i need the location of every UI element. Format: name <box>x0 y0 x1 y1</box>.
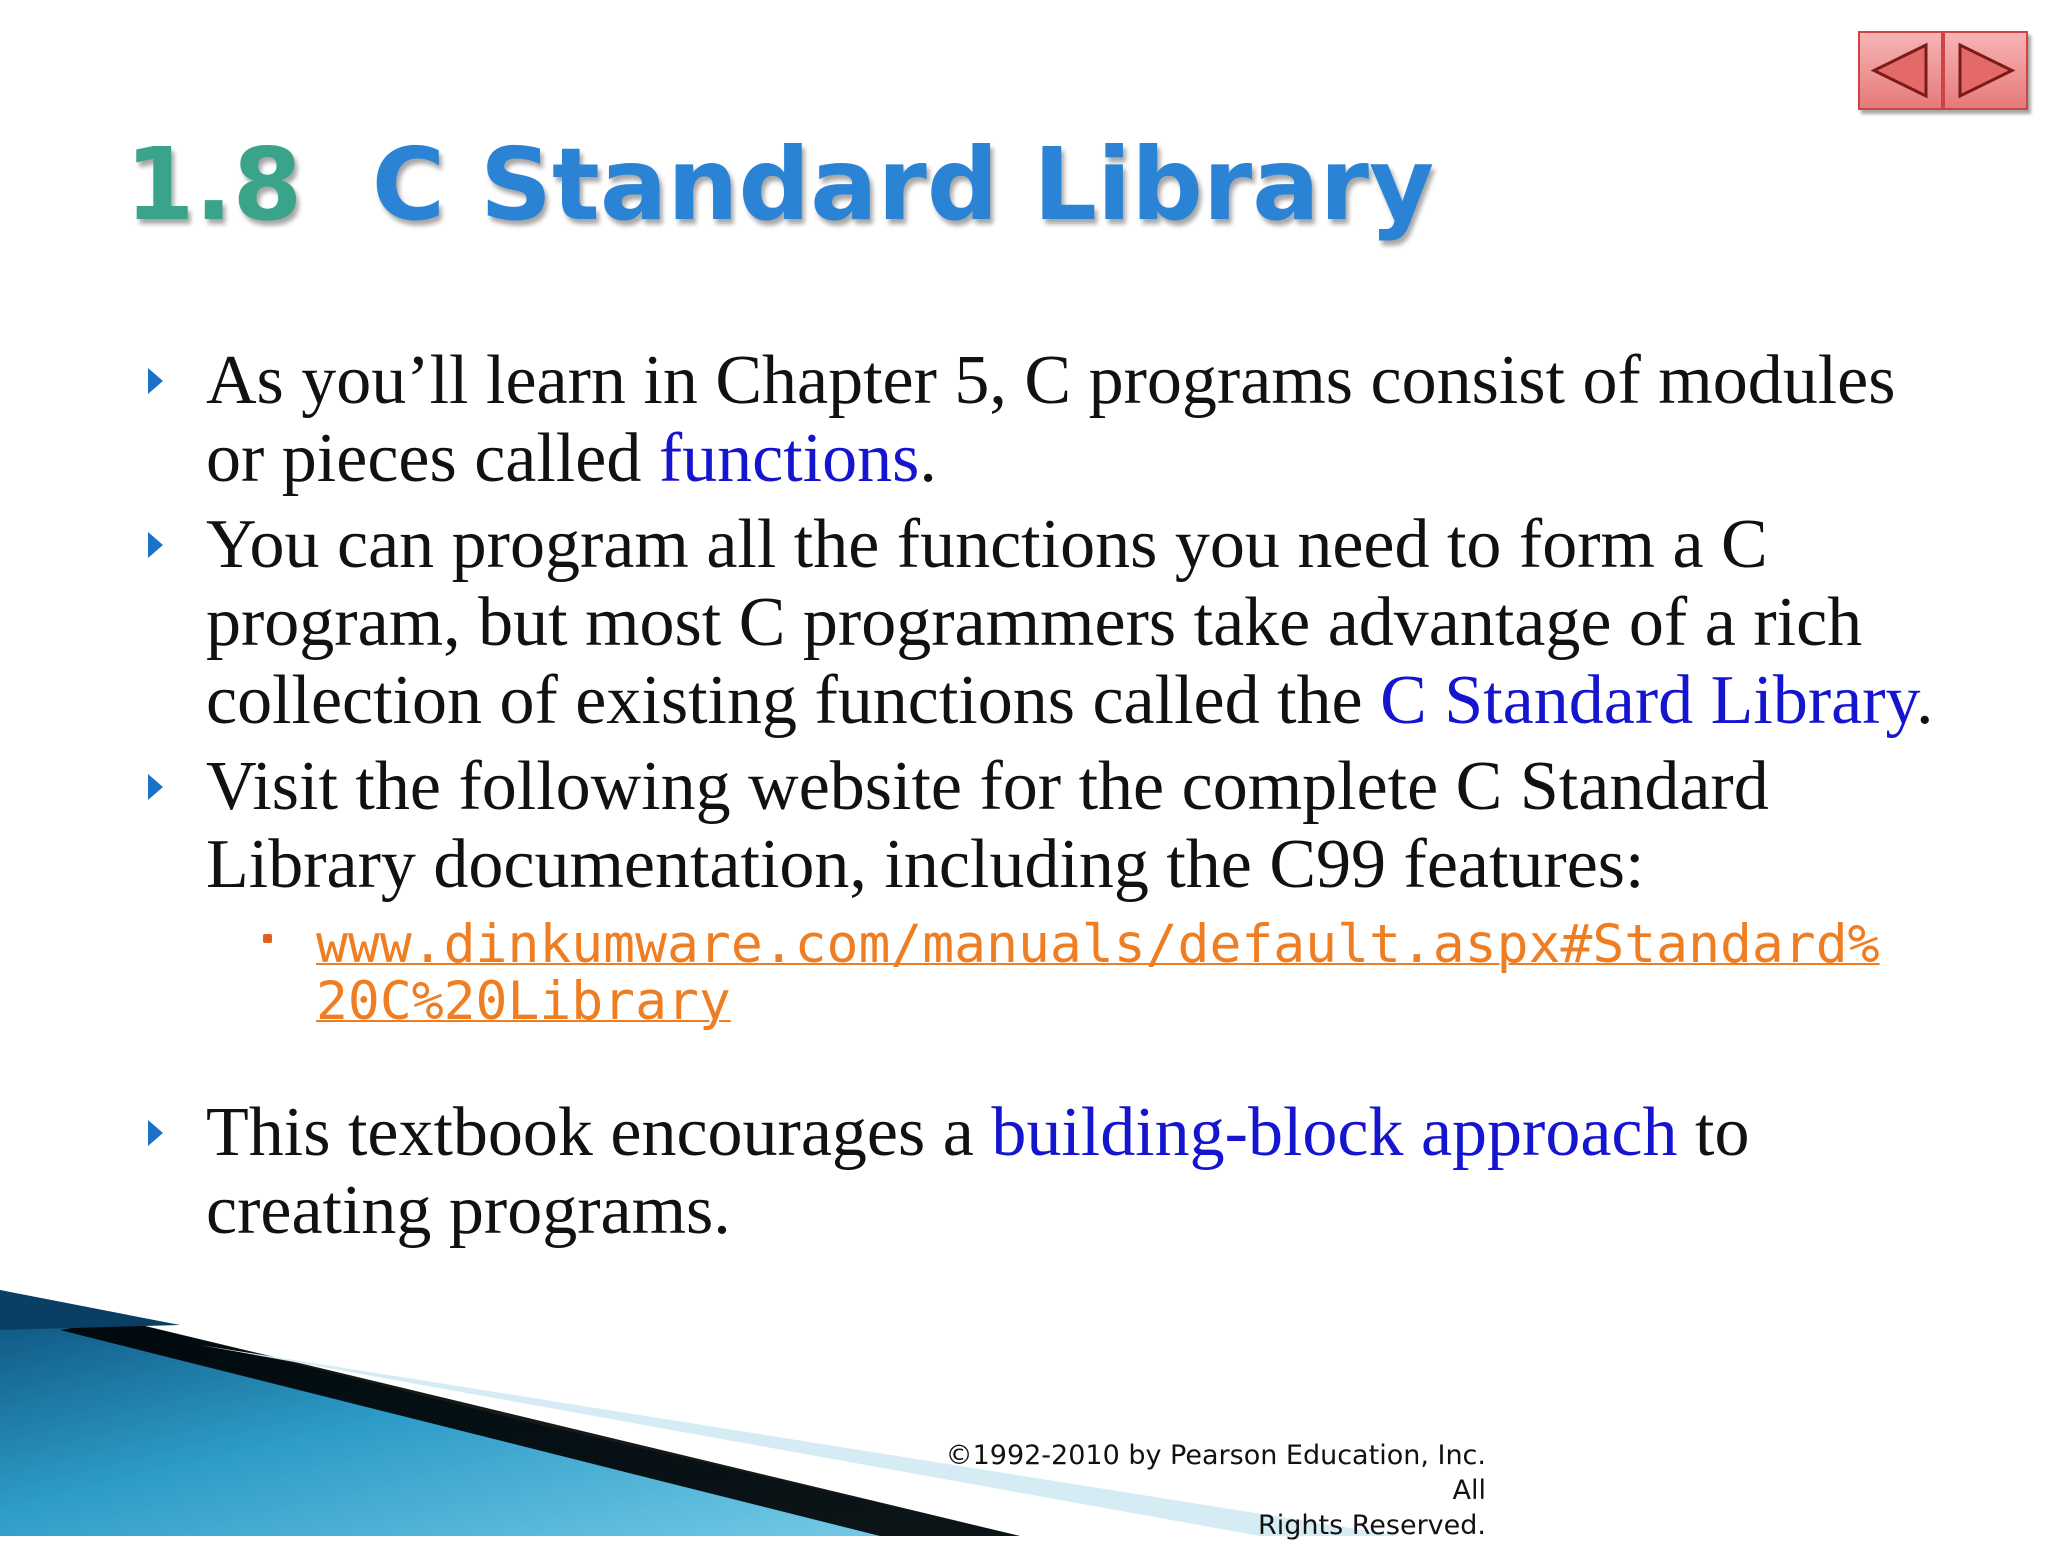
bullet-arrow-icon <box>148 1120 163 1146</box>
bullet-arrow-icon <box>148 532 163 558</box>
next-slide-button[interactable] <box>1943 31 2028 110</box>
next-arrow-icon <box>1953 41 2018 100</box>
copyright-footer: ©1992-2010 by Pearson Education, Inc. All Rights Reserved. <box>945 1440 1486 1541</box>
title-number: 1.8 <box>125 126 303 243</box>
bullet-arrow-icon <box>148 774 163 800</box>
dinkumware-link[interactable]: www.dinkumware.com/manuals/default.aspx#Standard% 20C%20Library <box>316 914 1880 1032</box>
bullet-item: You can program all the functions you need to form a C program, but most C programmers take advantage of a rich collection of existing functions called the C Standard Library. <box>148 506 1938 740</box>
slide-body <box>148 342 1938 1258</box>
sub-bullet-item <box>316 916 1938 1030</box>
bullet-item: Visit the following website for the complete C Standard Library documentation, including the C99 features: <box>148 748 1938 904</box>
bullet-arrow-icon <box>148 368 163 394</box>
bullet-item: This textbook encourages a building-block approach to creating programs. <box>148 1094 1938 1250</box>
slide-title <box>125 126 1435 243</box>
bullet-item: As you’ll learn in Chapter 5, C programs consist of modules or pieces called functions. <box>148 342 1938 498</box>
sub-bullet-dot-icon <box>263 934 272 943</box>
title-text: C Standard Library <box>371 126 1435 243</box>
term-functions: functions <box>658 420 920 497</box>
term-building-block-approach: building-block approach <box>991 1094 1678 1171</box>
previous-slide-button[interactable] <box>1858 31 1943 110</box>
previous-arrow-icon <box>1868 41 1933 100</box>
term-c-standard-library: C Standard Library <box>1380 662 1916 739</box>
